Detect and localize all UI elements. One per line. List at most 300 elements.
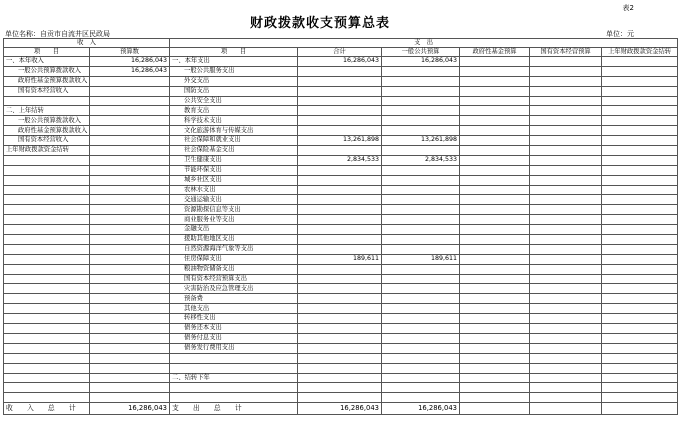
left-value-cell — [90, 304, 170, 314]
left-item-cell: 二、上年结转 — [4, 106, 90, 116]
left-item-cell: 国有资本经营收入 — [4, 136, 90, 146]
total-cell — [298, 175, 382, 185]
general-budget-cell — [382, 333, 460, 343]
state-capital-cell — [530, 126, 602, 136]
fund-cell — [460, 294, 530, 304]
table-row — [4, 254, 678, 264]
carryover-cell — [602, 155, 678, 165]
state-capital-cell — [530, 106, 602, 116]
state-capital-cell — [530, 155, 602, 165]
left-value-cell — [90, 324, 170, 334]
carryover-cell — [602, 66, 678, 76]
state-capital-cell — [530, 333, 602, 343]
carryover-cell — [602, 383, 678, 393]
left-item-cell: 国有资本经营收入 — [4, 86, 90, 96]
carryover-cell — [602, 235, 678, 245]
right-item-cell: 文化旅游体育与传媒支出 — [170, 126, 298, 136]
state-capital-cell — [530, 363, 602, 373]
right-item-cell: 自然资源海洋气象等支出 — [170, 244, 298, 254]
general-budget-cell — [382, 205, 460, 215]
total-cell — [298, 244, 382, 254]
total-cell — [298, 383, 382, 393]
total-cell — [298, 96, 382, 106]
total-row — [4, 403, 678, 415]
fund-cell — [460, 66, 530, 76]
right-item-cell: 资源勘探信息等支出 — [170, 205, 298, 215]
fund-cell — [460, 185, 530, 195]
budget-table — [3, 38, 678, 415]
carryover-cell — [602, 96, 678, 106]
carryover-cell — [602, 254, 678, 264]
left-value-cell — [90, 264, 170, 274]
total-cell: 2,834,533 — [298, 155, 382, 165]
left-item-cell: 一般公共预算拨款收入 — [4, 116, 90, 126]
table-row — [4, 353, 678, 363]
fund-cell — [460, 333, 530, 343]
total-cell — [298, 314, 382, 324]
state-capital-cell — [530, 116, 602, 126]
general-budget-cell — [382, 284, 460, 294]
state-capital-cell — [530, 66, 602, 76]
right-item-cell: 国防支出 — [170, 86, 298, 96]
left-value-cell — [90, 363, 170, 373]
left-item-cell — [4, 215, 90, 225]
left-item-cell — [4, 165, 90, 175]
right-item-cell: 教育支出 — [170, 106, 298, 116]
state-capital-cell — [530, 264, 602, 274]
fund-cell — [460, 373, 530, 383]
general-budget-cell: 13,261,898 — [382, 136, 460, 146]
left-item-cell — [4, 205, 90, 215]
left-value-cell — [90, 215, 170, 225]
fund-cell — [460, 76, 530, 86]
right-item-cell: 一般公共服务支出 — [170, 66, 298, 76]
carryover-cell — [602, 136, 678, 146]
col-header-item2: 项 目 — [170, 48, 298, 57]
table-row — [4, 274, 678, 284]
fund-cell — [460, 314, 530, 324]
total-cell — [298, 264, 382, 274]
right-item-cell: 节能环保支出 — [170, 165, 298, 175]
fund-cell — [460, 324, 530, 334]
unit-measure: 单位：元 — [606, 30, 634, 38]
total-cell: 16,286,043 — [298, 57, 382, 67]
left-value-cell — [90, 96, 170, 106]
left-value-cell — [90, 106, 170, 116]
general-budget-cell — [382, 96, 460, 106]
carryover-cell — [602, 393, 678, 403]
right-item-cell: 粮油物资储备支出 — [170, 264, 298, 274]
table-row — [4, 165, 678, 175]
left-value-cell — [90, 383, 170, 393]
left-value-cell — [90, 225, 170, 235]
total-cell: 189,611 — [298, 254, 382, 264]
general-budget-cell — [382, 76, 460, 86]
col-header-carryover: 上年财政拨款资金结转 — [602, 48, 678, 57]
carryover-cell — [602, 57, 678, 67]
state-capital-cell — [530, 304, 602, 314]
fund-cell — [460, 146, 530, 156]
total-cell — [298, 86, 382, 96]
right-item-cell: 援助其他地区支出 — [170, 235, 298, 245]
right-item-cell: 公共安全支出 — [170, 96, 298, 106]
table-row — [4, 195, 678, 205]
state-capital-total-cell — [530, 403, 602, 415]
carryover-cell — [602, 274, 678, 284]
carryover-cell — [602, 185, 678, 195]
left-item-cell — [4, 96, 90, 106]
right-item-cell: 卫生健康支出 — [170, 155, 298, 165]
income-total-value: 16,286,043 — [90, 403, 170, 415]
left-value-cell — [90, 314, 170, 324]
table-row — [4, 175, 678, 185]
table-row — [4, 373, 678, 383]
carryover-cell — [602, 165, 678, 175]
table-row — [4, 294, 678, 304]
carryover-cell — [602, 363, 678, 373]
state-capital-cell — [530, 195, 602, 205]
right-item-cell: 交通运输支出 — [170, 195, 298, 205]
left-item-cell — [4, 155, 90, 165]
carryover-cell — [602, 225, 678, 235]
right-item-cell: 商业服务业等支出 — [170, 215, 298, 225]
fund-cell — [460, 136, 530, 146]
carryover-cell — [602, 205, 678, 215]
fund-cell — [460, 353, 530, 363]
left-item-cell: 一般公共预算拨款收入 — [4, 66, 90, 76]
right-item-cell: 债务发行费用支出 — [170, 343, 298, 353]
general-budget-cell — [382, 383, 460, 393]
state-capital-cell — [530, 215, 602, 225]
fund-cell — [460, 284, 530, 294]
right-item-cell: 农林水支出 — [170, 185, 298, 195]
table-row — [4, 66, 678, 76]
right-item-cell: 住房保障支出 — [170, 254, 298, 264]
left-value-cell — [90, 254, 170, 264]
col-header-total: 合计 — [298, 48, 382, 57]
left-value-cell — [90, 86, 170, 96]
state-capital-cell — [530, 383, 602, 393]
right-item-cell — [170, 353, 298, 363]
left-item-cell — [4, 254, 90, 264]
general-budget-cell — [382, 353, 460, 363]
state-capital-cell — [530, 175, 602, 185]
fund-cell — [460, 363, 530, 373]
left-value-cell — [90, 136, 170, 146]
left-item-cell — [4, 324, 90, 334]
table-row — [4, 96, 678, 106]
fund-cell — [460, 264, 530, 274]
table-row — [4, 86, 678, 96]
state-capital-cell — [530, 86, 602, 96]
left-value-cell — [90, 155, 170, 165]
col-header-general: 一般公共预算 — [382, 48, 460, 57]
left-item-cell — [4, 225, 90, 235]
right-item-cell: 外交支出 — [170, 76, 298, 86]
fund-cell — [460, 57, 530, 67]
left-value-cell — [90, 165, 170, 175]
state-capital-cell — [530, 353, 602, 363]
table-row — [4, 393, 678, 403]
total-cell — [298, 76, 382, 86]
total-cell — [298, 66, 382, 76]
fund-cell — [460, 165, 530, 175]
fund-cell — [460, 304, 530, 314]
general-budget-cell — [382, 235, 460, 245]
total-cell — [298, 165, 382, 175]
fund-cell — [460, 244, 530, 254]
carryover-cell — [602, 116, 678, 126]
general-budget-cell — [382, 185, 460, 195]
unit-name: 单位名称：自贡市自流井区民政局 — [5, 30, 110, 38]
general-budget-cell — [382, 116, 460, 126]
state-capital-cell — [530, 146, 602, 156]
state-capital-cell — [530, 244, 602, 254]
right-item-cell: 金融支出 — [170, 225, 298, 235]
total-cell — [298, 294, 382, 304]
left-value-cell — [90, 343, 170, 353]
table-row — [4, 225, 678, 235]
table-row — [4, 126, 678, 136]
table-row — [4, 343, 678, 353]
table-row — [4, 363, 678, 373]
total-cell — [298, 353, 382, 363]
general-budget-cell — [382, 106, 460, 116]
carryover-cell — [602, 264, 678, 274]
carryover-cell — [602, 195, 678, 205]
left-item-cell: 上年财政拨款资金结转 — [4, 146, 90, 156]
right-item-cell: 预备费 — [170, 294, 298, 304]
state-capital-cell — [530, 185, 602, 195]
left-item-cell — [4, 294, 90, 304]
general-budget-cell — [382, 324, 460, 334]
table-row — [4, 244, 678, 254]
fund-cell — [460, 96, 530, 106]
general-budget-cell — [382, 393, 460, 403]
carryover-cell — [602, 343, 678, 353]
total-cell — [298, 215, 382, 225]
fund-cell — [460, 235, 530, 245]
right-item-cell: 一、本年支出 — [170, 57, 298, 67]
fund-total-cell — [460, 403, 530, 415]
state-capital-cell — [530, 274, 602, 284]
general-budget-cell — [382, 304, 460, 314]
expense-general-total-value: 16,286,043 — [382, 403, 460, 415]
table-row — [4, 284, 678, 294]
state-capital-cell — [530, 254, 602, 264]
general-budget-cell: 16,286,043 — [382, 57, 460, 67]
carryover-cell — [602, 215, 678, 225]
table-row — [4, 106, 678, 116]
left-value-cell — [90, 333, 170, 343]
total-cell — [298, 235, 382, 245]
total-cell — [298, 225, 382, 235]
general-budget-cell — [382, 146, 460, 156]
total-cell — [298, 205, 382, 215]
general-budget-cell: 189,611 — [382, 254, 460, 264]
carryover-cell — [602, 353, 678, 363]
total-cell — [298, 126, 382, 136]
income-total-label: 收 入 总 计 — [4, 403, 90, 415]
total-cell — [298, 284, 382, 294]
fund-cell — [460, 343, 530, 353]
left-item-cell — [4, 363, 90, 373]
left-value-cell — [90, 294, 170, 304]
table-row — [4, 155, 678, 165]
table-row — [4, 215, 678, 225]
fund-cell — [460, 274, 530, 284]
carryover-cell — [602, 304, 678, 314]
col-header-budget: 预算数 — [90, 48, 170, 57]
table-row — [4, 264, 678, 274]
table-row — [4, 324, 678, 334]
carryover-cell — [602, 146, 678, 156]
left-item-cell: 一、本年收入 — [4, 57, 90, 67]
col-header-fund: 政府性基金预算 — [460, 48, 530, 57]
carryover-total-cell — [602, 403, 678, 415]
carryover-cell — [602, 175, 678, 185]
state-capital-cell — [530, 136, 602, 146]
left-item-cell — [4, 314, 90, 324]
total-cell — [298, 363, 382, 373]
left-item-cell — [4, 175, 90, 185]
left-item-cell — [4, 264, 90, 274]
fund-cell — [460, 106, 530, 116]
total-cell — [298, 195, 382, 205]
left-item-cell — [4, 383, 90, 393]
table-number-tag: 表2 — [622, 4, 634, 12]
total-cell — [298, 274, 382, 284]
left-item-cell — [4, 274, 90, 284]
state-capital-cell — [530, 324, 602, 334]
table-row — [4, 185, 678, 195]
left-item-cell — [4, 244, 90, 254]
left-item-cell — [4, 195, 90, 205]
right-item-cell — [170, 393, 298, 403]
left-value-cell — [90, 126, 170, 136]
state-capital-cell — [530, 373, 602, 383]
right-item-cell: 二、结转下年 — [170, 373, 298, 383]
expense-total-value: 16,286,043 — [298, 403, 382, 415]
state-capital-cell — [530, 57, 602, 67]
state-capital-cell — [530, 343, 602, 353]
state-capital-cell — [530, 393, 602, 403]
total-cell — [298, 116, 382, 126]
table-row — [4, 333, 678, 343]
left-item-cell — [4, 235, 90, 245]
total-cell — [298, 333, 382, 343]
state-capital-cell — [530, 314, 602, 324]
table-row — [4, 76, 678, 86]
carryover-cell — [602, 284, 678, 294]
carryover-cell — [602, 333, 678, 343]
left-value-cell — [90, 393, 170, 403]
carryover-cell — [602, 324, 678, 334]
general-budget-cell — [382, 126, 460, 136]
general-budget-cell — [382, 363, 460, 373]
left-item-cell — [4, 343, 90, 353]
left-value-cell — [90, 244, 170, 254]
general-budget-cell — [382, 195, 460, 205]
left-value-cell — [90, 175, 170, 185]
fund-cell — [460, 215, 530, 225]
table-row — [4, 57, 678, 67]
table-row — [4, 383, 678, 393]
general-budget-cell — [382, 314, 460, 324]
general-budget-cell — [382, 244, 460, 254]
left-value-cell — [90, 205, 170, 215]
total-cell — [298, 146, 382, 156]
carryover-cell — [602, 314, 678, 324]
left-value-cell — [90, 195, 170, 205]
fund-cell — [460, 195, 530, 205]
fund-cell — [460, 254, 530, 264]
right-item-cell: 债务还本支出 — [170, 324, 298, 334]
table-row — [4, 235, 678, 245]
left-value-cell — [90, 146, 170, 156]
fund-cell — [460, 205, 530, 215]
right-item-cell: 社会保障和就业支出 — [170, 136, 298, 146]
left-item-cell: 政府性基金预算拨款收入 — [4, 126, 90, 136]
table-row — [4, 146, 678, 156]
table-row — [4, 116, 678, 126]
right-item-cell — [170, 383, 298, 393]
fund-cell — [460, 155, 530, 165]
col-header-state-capital: 国有资本经营预算 — [530, 48, 602, 57]
state-capital-cell — [530, 76, 602, 86]
income-header: 收 入 — [4, 39, 170, 48]
page-title: 财政拨款收支预算总表 — [249, 16, 390, 31]
right-item-cell: 社会保险基金支出 — [170, 146, 298, 156]
general-budget-cell — [382, 294, 460, 304]
right-item-cell: 科学技术支出 — [170, 116, 298, 126]
left-item-cell — [4, 185, 90, 195]
fund-cell — [460, 116, 530, 126]
left-item-cell — [4, 373, 90, 383]
left-item-cell — [4, 304, 90, 314]
left-value-cell: 16,286,043 — [90, 57, 170, 67]
left-item-cell — [4, 284, 90, 294]
right-item-cell: 城乡社区支出 — [170, 175, 298, 185]
left-value-cell — [90, 274, 170, 284]
fund-cell — [460, 126, 530, 136]
left-value-cell — [90, 284, 170, 294]
state-capital-cell — [530, 96, 602, 106]
state-capital-cell — [530, 165, 602, 175]
carryover-cell — [602, 86, 678, 96]
state-capital-cell — [530, 235, 602, 245]
left-value-cell — [90, 353, 170, 363]
col-header-item: 项 目 — [4, 48, 90, 57]
carryover-cell — [602, 76, 678, 86]
state-capital-cell — [530, 225, 602, 235]
total-cell: 13,261,898 — [298, 136, 382, 146]
general-budget-cell — [382, 225, 460, 235]
general-budget-cell — [382, 215, 460, 225]
left-value-cell — [90, 116, 170, 126]
general-budget-cell — [382, 165, 460, 175]
table-row — [4, 304, 678, 314]
general-budget-cell — [382, 274, 460, 284]
state-capital-cell — [530, 284, 602, 294]
right-item-cell: 转移性支出 — [170, 314, 298, 324]
right-item-cell: 国有资本经营预算支出 — [170, 274, 298, 284]
fund-cell — [460, 393, 530, 403]
general-budget-cell: 2,834,533 — [382, 155, 460, 165]
total-cell — [298, 185, 382, 195]
right-item-cell — [170, 363, 298, 373]
left-item-cell: 政府性基金预算拨款收入 — [4, 76, 90, 86]
